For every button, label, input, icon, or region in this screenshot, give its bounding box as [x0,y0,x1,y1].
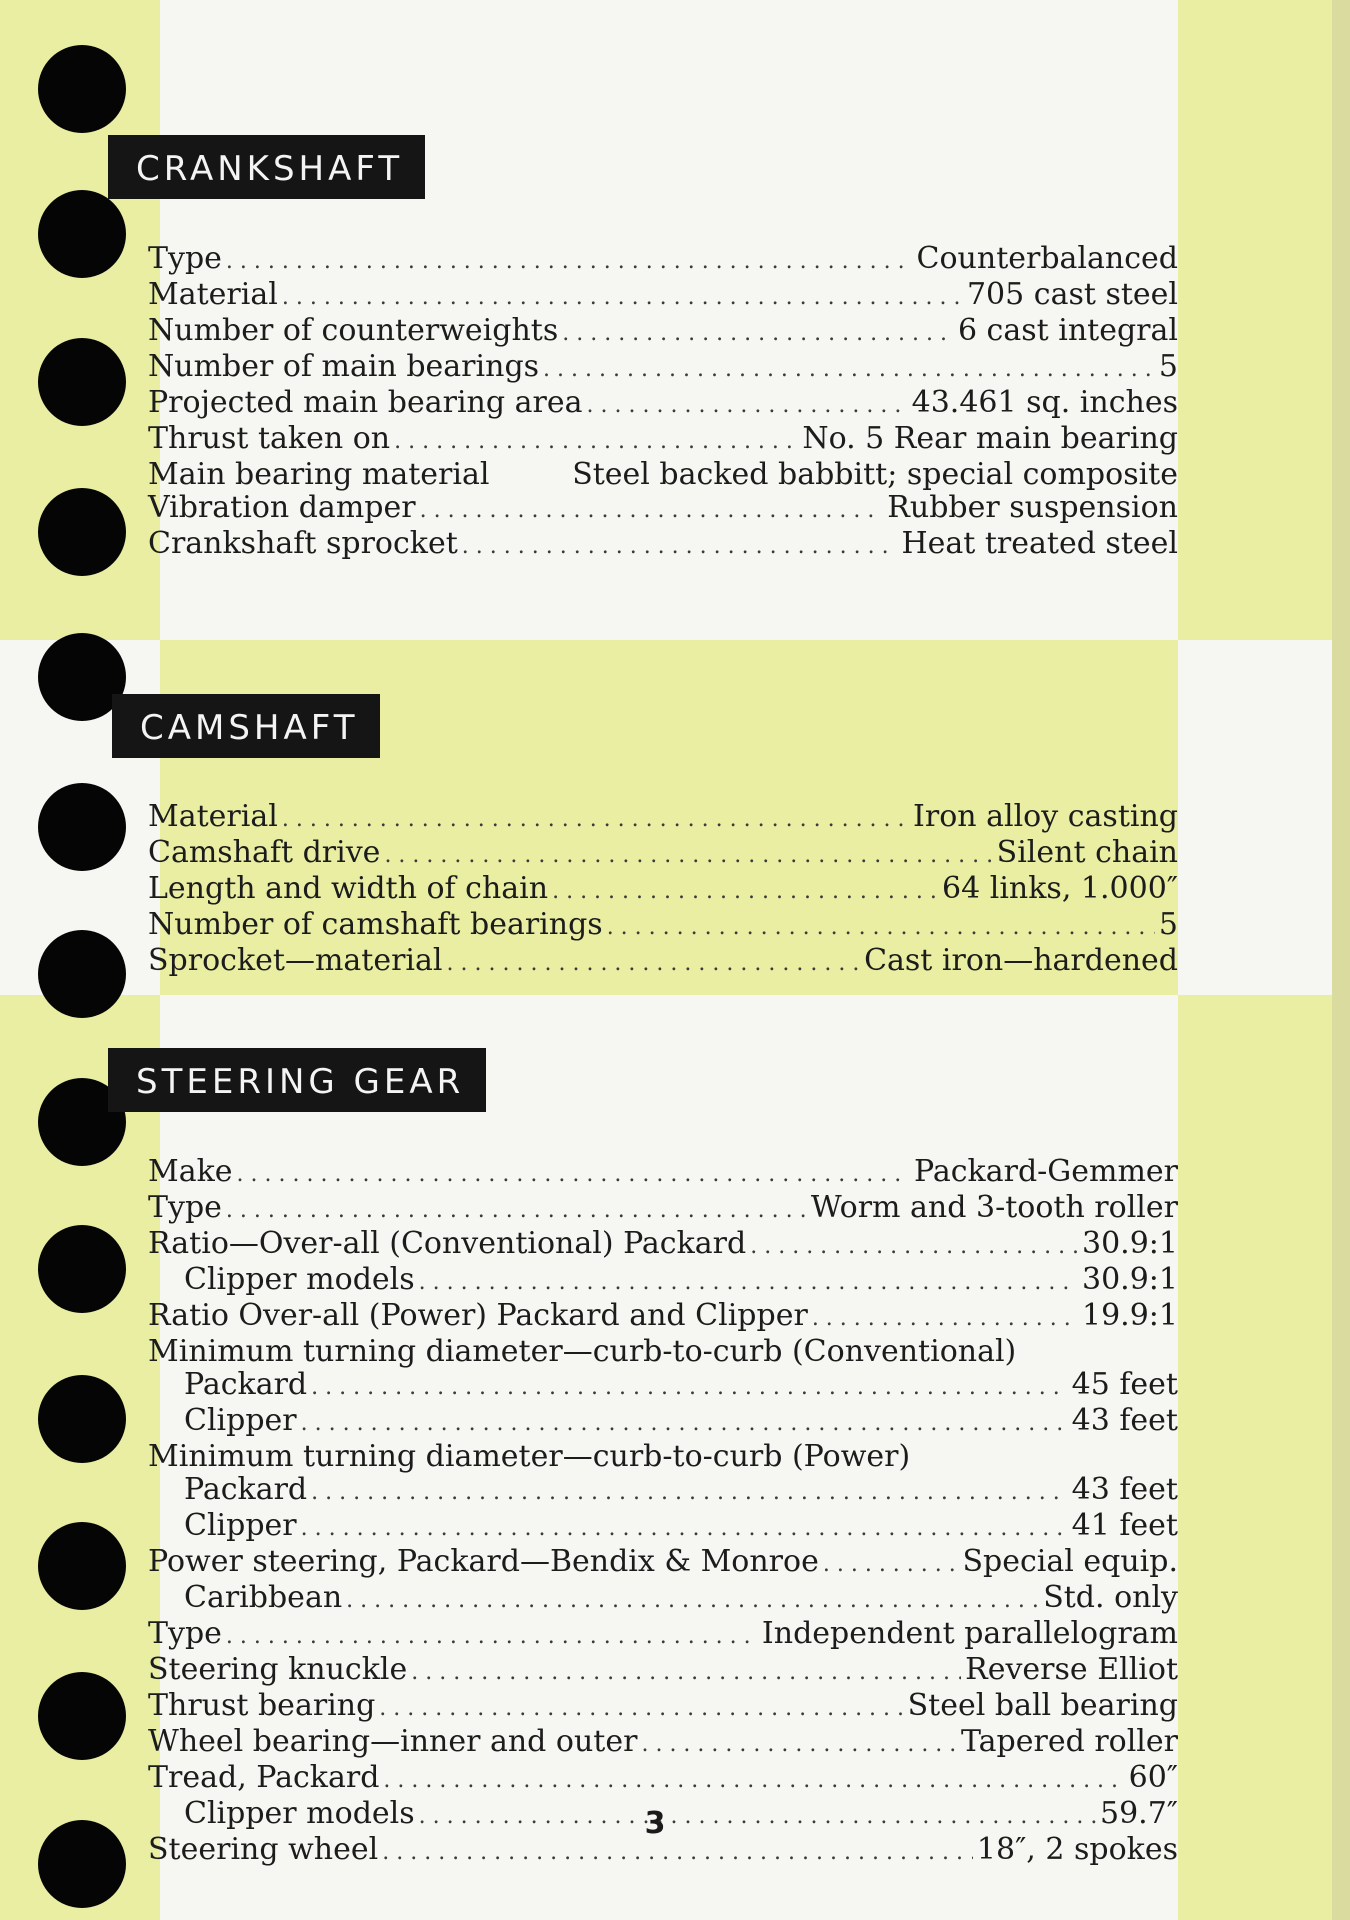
spec-label: Packard [184,1367,308,1402]
spec-value: No. 5 Rear main bearing [802,421,1178,456]
binder-hole [38,783,126,871]
spec-row [148,1227,1178,1263]
spec-label: Material [148,277,278,312]
spec-row [148,278,1178,314]
spec-value: 43.461 sq. inches [911,385,1178,420]
spec-label: Length and width of chain [148,871,549,906]
spec-value: 41 feet [1071,1508,1178,1543]
spec-row [148,527,1178,563]
spec-label: Projected main bearing area [148,385,583,420]
spec-row [148,1689,1178,1725]
spec-row [148,1653,1178,1689]
spec-value: 45 feet [1071,1367,1178,1402]
section-heading-camshaft: CAMSHAFT [112,694,380,758]
binder-hole [38,190,126,278]
spec-value: Silent chain [996,835,1178,870]
leader-dots [379,1692,903,1725]
spec-row [148,1761,1178,1797]
leader-dots [812,1302,1078,1335]
leader-dots [301,1512,1068,1545]
spec-value: 60″ [1128,1760,1178,1795]
spec-row [148,836,1178,872]
leader-dots [552,875,938,908]
spec-label: Clipper models [184,1262,415,1297]
leader-dots [562,317,954,350]
leader-dots [226,245,913,278]
spec-row [148,1473,1178,1509]
leader-dots [462,530,898,563]
spec-row [148,800,1178,836]
page-edge [1332,0,1350,1920]
spec-label: Type [148,241,222,276]
spec-row [148,1299,1178,1335]
spec-label: Number of counterweights [148,313,559,348]
spec-subheading: Minimum turning diameter—curb-to-curb (Power) [148,1439,911,1474]
spec-value: 5 [1158,349,1178,384]
leader-dots [411,1656,961,1689]
spec-label: Wheel bearing—inner and outer [148,1724,638,1759]
spec-value: 43 feet [1071,1403,1178,1438]
spec-label: Power steering, Packard—Bendix & Monroe [148,1544,819,1579]
spec-value: 30.9:1 [1082,1226,1178,1261]
background-block [1178,995,1350,1920]
spec-row [148,1191,1178,1227]
binder-hole [38,488,126,576]
spec-label: Make [148,1154,233,1189]
spec-row [148,491,1178,527]
leader-dots [237,1158,910,1191]
leader-dots [394,425,798,458]
leader-dots [587,389,908,422]
spec-row [148,1155,1178,1191]
leader-dots [311,1371,1067,1404]
leader-dots [419,1266,1078,1299]
section-heading-crankshaft: CRANKSHAFT [108,135,425,199]
spec-label: Steering wheel [148,1832,379,1867]
spec-value: 59.7″ [1099,1796,1178,1831]
spec-row [148,872,1178,908]
spec-value: Cast iron—hardened [864,943,1178,978]
spec-value: 6 cast integral [957,313,1178,348]
spec-label: Vibration damper [148,490,416,525]
spec-label: Type [148,1616,222,1651]
spec-label: Material [148,799,278,834]
spec-value: Tapered roller [960,1724,1178,1759]
background-block [1178,640,1350,995]
leader-dots [301,1407,1068,1440]
spec-value: Special equip. [962,1544,1178,1579]
leader-dots [311,1476,1067,1509]
spec-value: Steel backed babbitt; special composite [572,457,1178,492]
spec-value: Iron alloy casting [913,799,1178,834]
binder-hole [38,338,126,426]
spec-row [148,1581,1178,1617]
spec-label: Number of camshaft bearings [148,907,603,942]
spec-label: Number of main bearings [148,349,540,384]
spec-label: Thrust taken on [148,421,391,456]
spec-label: Packard [184,1472,308,1507]
spec-row [148,944,1178,980]
spec-row [148,908,1178,944]
leader-dots [823,1548,959,1581]
spec-label: Crankshaft sprocket [148,526,458,561]
spec-value: Rubber suspension [887,490,1178,525]
binder-hole [38,1375,126,1463]
spec-value: Std. only [1043,1580,1178,1615]
leader-dots [607,911,1155,944]
spec-value: 18″, 2 spokes [976,1832,1178,1867]
spec-value: Worm and 3-tooth roller [810,1190,1178,1225]
spec-value: 5 [1158,907,1178,942]
spec-value: 64 links, 1.000″ [942,871,1178,906]
page-number: 3 [644,1806,666,1841]
spec-value: 705 cast steel [966,277,1178,312]
spec-value: Heat treated steel [901,526,1178,561]
spec-row [148,458,1178,491]
spec-label: Tread, Packard [148,1760,380,1795]
spec-label: Steering knuckle [148,1652,408,1687]
spec-value: Counterbalanced [916,241,1178,276]
spec-value: 30.9:1 [1082,1262,1178,1297]
leader-dots [420,494,884,527]
leader-dots [384,839,992,872]
background-block [1178,0,1350,640]
spec-label: Type [148,1190,222,1225]
leader-dots [641,1728,957,1761]
binder-hole [38,1225,126,1313]
spec-row [148,386,1178,422]
spec-label: Main bearing material [148,457,490,492]
spec-row [148,1509,1178,1545]
spec-label: Caribbean [184,1580,343,1615]
camshaft-spec-list [148,800,1178,980]
spec-row [148,422,1178,458]
steering-gear-spec-list [148,1155,1178,1869]
spec-value: Reverse Elliot [965,1652,1178,1687]
spec-value: Steel ball bearing [907,1688,1178,1723]
leader-dots [346,1584,1039,1617]
binder-hole [38,1672,126,1760]
spec-value: Packard-Gemmer [914,1154,1178,1189]
spec-label: Clipper [184,1403,297,1438]
leader-dots [226,1194,807,1227]
spec-row [148,350,1178,386]
crankshaft-spec-list [148,242,1178,563]
spec-row [148,1725,1178,1761]
spec-row [148,1335,1178,1368]
spec-row [148,1404,1178,1440]
spec-label: Clipper models [184,1796,415,1831]
spec-row [148,1440,1178,1473]
leader-dots [383,1764,1124,1797]
spec-row [148,242,1178,278]
spec-row [148,1263,1178,1299]
spec-label: Camshaft drive [148,835,381,870]
leader-dots [226,1620,758,1653]
binder-hole [38,45,126,133]
binder-hole [38,930,126,1018]
spec-label: Thrust bearing [148,1688,376,1723]
spec-row [148,1617,1178,1653]
spec-row [148,314,1178,350]
spec-value: 19.9:1 [1082,1298,1178,1333]
leader-dots [750,1230,1078,1263]
spec-label: Ratio Over-all (Power) Packard and Clipper [148,1298,808,1333]
spec-label: Clipper [184,1508,297,1543]
section-heading-steering-gear: STEERING GEAR [108,1048,486,1112]
spec-row [148,1545,1178,1581]
binder-hole [38,1522,126,1610]
spec-row [148,1368,1178,1404]
spec-value: Independent parallelogram [761,1616,1178,1651]
leader-dots [543,353,1155,386]
leader-dots [282,803,909,836]
leader-dots [447,947,861,980]
spec-label: Sprocket—material [148,943,443,978]
spec-full-line [148,458,1178,491]
leader-dots [282,281,963,314]
spec-label: Ratio—Over-all (Conventional) Packard [148,1226,747,1261]
spec-value: 43 feet [1071,1472,1178,1507]
spec-subheading: Minimum turning diameter—curb-to-curb (Conventional) [148,1334,1017,1369]
